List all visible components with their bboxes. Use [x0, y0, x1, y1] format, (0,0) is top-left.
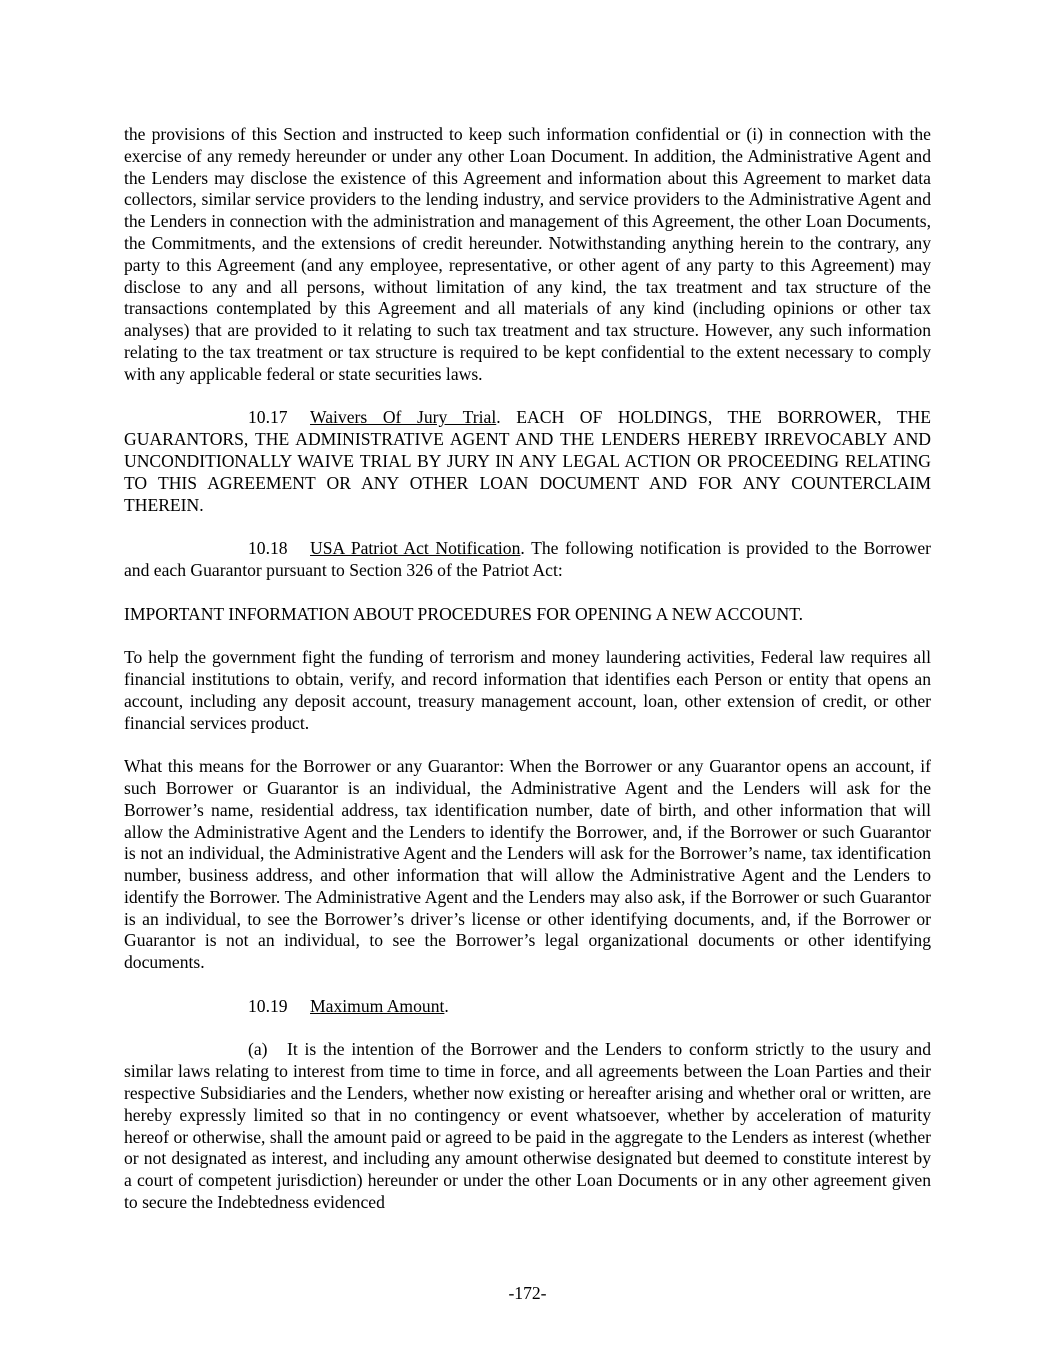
notice-paragraph-2: What this means for the Borrower or any Guarantor: When the Borrower or any Guarantor opens an account, if such Borrower or Guarantor is an individual, the Administrative Agent and the Lenders will ask for the Borrower’s name, residential address, tax identification number, date of birth, and other information that will allow the Administrative Agent and the Lenders to identify the Borrower, and, if the Borrower or such Guarantor is not an individual, the Administrative Agent and the Lenders will ask for the Borrower’s name, tax identification number, business address, and other information that will allow the Administrative Agent and the Lenders to identify the Borrower. The Administrative Agent and the Lenders may also ask, if the Borrower or such Guarantor is an individual, to see the Borrower’s driver’s license or other identifying documents, and, if the Borrower or Guarantor is not an individual, to see the Borrower’s legal organizational documents or other identifying documents. — [124, 756, 931, 973]
document-body — [124, 124, 931, 1214]
section-number: 10.19 — [248, 995, 288, 1016]
section-number: 10.18 — [248, 538, 288, 559]
section-10-19 — [124, 996, 931, 1018]
section-heading: Waivers Of Jury Trial — [310, 407, 497, 428]
section-heading: USA Patriot Act Notification — [310, 538, 521, 559]
section-10-17 — [124, 407, 931, 516]
section-heading: Maximum Amount — [310, 995, 445, 1016]
subsection-label: (a) — [248, 1039, 268, 1060]
section-10-18 — [124, 538, 931, 582]
section-number: 10.17 — [248, 407, 288, 428]
notice-paragraph-1: To help the government fight the funding of terrorism and money laundering activities, Federal law requires all financial institutions to obtain, verify, and record information that identifies each Person or entity that opens an account, including any deposit account, treasury management account, loan, other extension of credit, or other financial services product. — [124, 647, 931, 733]
section-body: . EACH OF HOLDINGS, THE BORROWER, THE GUARANTORS, THE ADMINISTRATIVE AGENT AND THE LENDERS HEREBY IRREVOCABLY AND UNCONDITIONALLY WAIVE TRIAL BY JURY IN ANY LEGAL ACTION OR PROCEEDING RELATING TO THIS AGREEMENT OR ANY OTHER LOAN DOCUMENT AND FOR ANY COUNTERCLAIM THEREIN. — [124, 407, 931, 515]
subsection-a — [124, 1039, 931, 1213]
page-number: -172- — [508, 1283, 547, 1303]
subsection-body: It is the intention of the Borrower and the Lenders to conform strictly to the usury and similar laws relating to interest from time to time in force, and all agreements between the Loan Parties and their respective Subsidiaries and the Lenders, whether now existing or hereafter arising and whether oral or written, are hereby expressly limited so that in no contingency or event whatsoever, whether by acceleration of maturity hereof or otherwise, shall the amount paid or agreed to be paid in the aggregate to the Lenders as interest (whether or not designated as interest, and including any amount otherwise designated but deemed to constitute interest by a court of competent jurisdiction) hereunder or under the other Loan Documents or in any other agreement given to secure the Indebtedness evidenced — [124, 1039, 931, 1213]
continuation-paragraph: the provisions of this Section and instructed to keep such information confidential or (i) in connection with the exercise of any remedy hereunder or under any other Loan Document. In addition, the Administrative Agent and the Lenders may disclose the existence of this Agreement and information about this Agreement to market data collectors, similar service providers to the lending industry, and service providers to the Administrative Agent and the Lenders in connection with the administration and management of this Agreement, the other Loan Documents, the Commitments, and the extensions of credit hereunder. Notwithstanding anything herein to the contrary, any party to this Agreement (and any employee, representative, or other agent of any party to this Agreement) may disclose to any and all persons, without limitation of any kind, the tax treatment and tax structure of the transactions contemplated by this Agreement and all materials of any kind (including opinions or other tax analyses) that are provided to it relating to such tax treatment and tax structure. However, any such information relating to the tax treatment or tax structure is required to be kept confidential to the extent necessary to comply with any applicable federal or state securities laws. — [124, 124, 931, 384]
notice-title: IMPORTANT INFORMATION ABOUT PROCEDURES FOR OPENING A NEW ACCOUNT. — [124, 603, 804, 624]
section-heading-suffix: . — [444, 995, 449, 1016]
section-body: . The following notification is provided to the Borrower and each Guarantor pursuant to Section 326 of the Patriot Act: — [124, 538, 931, 580]
